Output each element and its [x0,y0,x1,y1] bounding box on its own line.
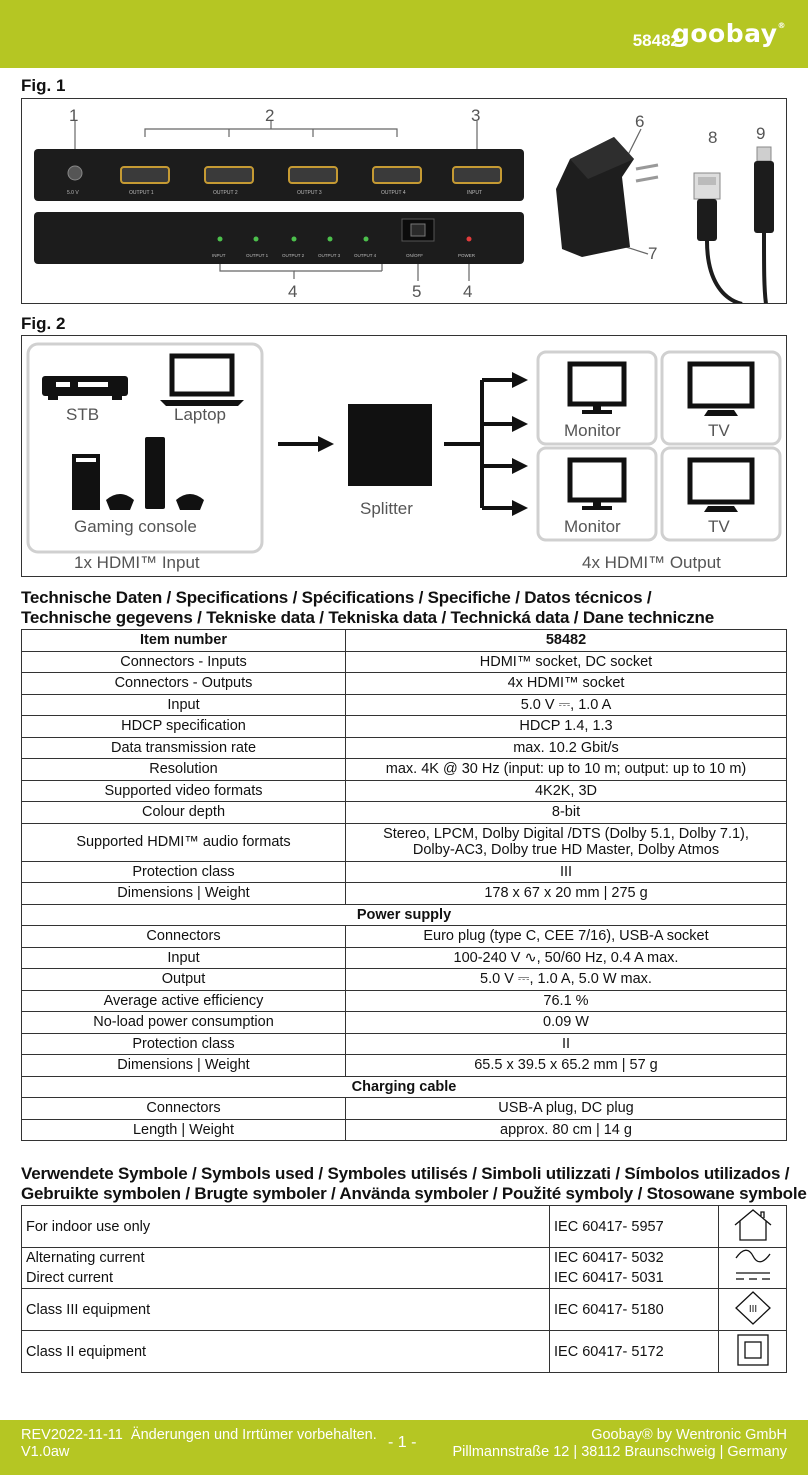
table-row [22,883,787,905]
table-row [22,759,787,781]
footer-rev: REV2022-11-11 [21,1427,123,1443]
table-row [22,1055,787,1077]
spec-value: 5.0 V ⎓, 1.0 A, 5.0 W max. [346,969,787,991]
usb-cable [694,173,742,304]
front-label-dc: 5.0 V [67,190,79,196]
class3-icon [733,1290,773,1326]
table-row [22,802,787,824]
charging-cable-title: Charging cable [22,1076,787,1098]
spec-label: Average active efficiency [22,990,346,1012]
power-supply-title: Power supply [22,904,787,926]
callout-8: 8 [708,128,718,147]
table-row [22,1289,787,1331]
arrow-to-splitter [278,436,334,452]
spec-value: 178 x 67 x 20 mm | 275 g [346,883,787,905]
audio-line2: Dolby-AC3, Dolby true HD Master, Dolby Atmos [412,842,720,858]
table-row [22,1248,787,1269]
spec-label: Input [22,694,346,716]
label-monitor-1: Monitor [564,421,621,440]
symbol-name: Direct current [22,1268,550,1289]
spec-value: HDMI™ socket, DC socket [346,651,787,673]
back-label-power: POWER [458,253,476,258]
label-gaming: Gaming console [74,517,197,536]
footer [0,1420,808,1475]
symbol-standard: IEC 60417- 5180 [550,1289,719,1331]
symbol-standard: IEC 60417- 5957 [550,1206,719,1248]
audio-line1: Stereo, LPCM, Dolby Digital /DTS (Dolby 5.1, Dolby 7.1), [383,826,749,842]
symbols-table [21,1205,787,1373]
symbols-title-line1: Verwendete Symbole / Symbols used / Symboles utilisés / Simboli utilizzati / Símbolos utilizados / [21,1164,790,1183]
back-label-out2: OUTPUT 2 [282,253,305,258]
dc-plug [754,147,774,304]
input-caption: 1x HDMI™ Input [74,553,200,572]
table-row [22,947,787,969]
symbol-name: Class III equipment [22,1289,550,1331]
spec-label: Connectors - Inputs [22,651,346,673]
specs-title-line2: Technische gegevens / Tekniske data / Tekniska data / Technická data / Dane techniczne [21,608,714,627]
callout-3: 3 [471,106,481,125]
spec-value: max. 10.2 Gbit/s [346,737,787,759]
label-stb: STB [66,405,100,424]
back-label-out3: OUTPUT 3 [318,253,341,258]
symbol-name: Class II equipment [22,1331,550,1373]
symbol-name: For indoor use only [22,1206,550,1248]
footer-company: Goobay® by Wentronic GmbH [591,1427,787,1443]
class2-icon [735,1332,771,1368]
table-row [22,1076,787,1098]
splitter-box [348,404,432,486]
spec-label: Colour depth [22,802,346,824]
specs-table [21,629,787,1141]
footer-disclaimer: Änderungen und Irrtümer vorbehalten. [130,1427,377,1443]
table-row [22,651,787,673]
table-row [22,1331,787,1373]
spec-value: II [346,1033,787,1055]
class3-icon-text: III [748,1303,757,1315]
callout-9: 9 [756,124,766,143]
house-icon [731,1207,775,1243]
back-label-out4: OUTPUT 4 [354,253,377,258]
back-label-onoff: ON/OFF [406,253,423,258]
symbol-standard: IEC 60417- 5031 [550,1268,719,1289]
table-row [22,1033,787,1055]
spec-value: 4x HDMI™ socket [346,673,787,695]
fig2-image [21,335,787,577]
spec-value: 0.09 W [346,1012,787,1034]
spec-label: Resolution [22,759,346,781]
label-monitor-2: Monitor [564,517,621,536]
spec-label: Connectors [22,1098,346,1120]
back-label-input: INPUT [212,253,226,258]
spec-value: max. 4K @ 30 Hz (input: up to 10 m; output: up to 10 m) [346,759,787,781]
power-adapter [556,137,658,257]
brand-name: goobay [671,19,778,48]
front-label-input: INPUT [467,190,482,196]
callout-2: 2 [265,106,275,125]
branch-arrows [444,380,516,508]
spec-value: 65.5 x 39.5 x 65.2 mm | 57 g [346,1055,787,1077]
footer-address: Pillmannstraße 12 | 38112 Braunschweig | Germany [452,1444,787,1460]
table-row [22,990,787,1012]
spec-value: 100-240 V ∿, 50/60 Hz, 0.4 A max. [346,947,787,969]
spec-label: Protection class [22,861,346,883]
spec-value: 8-bit [346,802,787,824]
spec-label: Output [22,969,346,991]
spec-label: Supported video formats [22,780,346,802]
splitter-front [34,149,524,201]
footer-rev-line [21,1427,377,1443]
brand-mark: ® [777,21,786,30]
spec-value: III [346,861,787,883]
callout-6: 6 [635,112,645,131]
front-label-out4: OUTPUT 4 [381,190,406,196]
table-row [22,1119,787,1141]
header-item-number: 58482 [632,31,680,50]
callout-4b: 4 [463,282,473,301]
table-row [22,737,787,759]
table-row [22,673,787,695]
spec-value: Euro plug (type C, CEE 7/16), USB-A socket [346,926,787,948]
table-row [22,1206,787,1248]
spec-value: 5.0 V ⎓, 1.0 A [346,694,787,716]
callout-1: 1 [69,106,79,125]
fig1-title: Fig. 1 [21,76,66,95]
spec-label: Dimensions | Weight [22,1055,346,1077]
symbols-title [21,1164,807,1204]
label-laptop: Laptop [174,405,226,424]
spec-value: approx. 80 cm | 14 g [346,1119,787,1141]
table-row [22,861,787,883]
symbol-standard: IEC 60417- 5032 [550,1248,719,1269]
spec-value [346,823,787,861]
table-row [22,780,787,802]
spec-label: Protection class [22,1033,346,1055]
symbol-name: Alternating current [22,1248,550,1269]
table-row [22,904,787,926]
specs-title-line1: Technische Daten / Specifications / Spécifications / Specifiche / Datos técnicos / [21,588,652,607]
spec-value: 76.1 % [346,990,787,1012]
fig1-illustration [22,99,787,304]
callout-5: 5 [412,282,422,301]
spec-label: Data transmission rate [22,737,346,759]
spec-label: Dimensions | Weight [22,883,346,905]
specs-title [21,588,714,628]
header-label: Item number [22,630,346,652]
table-row [22,630,787,652]
footer-version: V1.0aw [21,1444,70,1460]
dc-icon [733,1268,773,1284]
splitter-back [34,212,524,264]
fig2-title: Fig. 2 [21,314,66,333]
spec-label: Connectors [22,926,346,948]
table-row [22,926,787,948]
back-label-out1: OUTPUT 1 [246,253,269,258]
spec-value: HDCP 1.4, 1.3 [346,716,787,738]
label-tv-2: TV [708,517,730,536]
header-bar [0,0,808,68]
spec-label: Input [22,947,346,969]
front-label-out2: OUTPUT 2 [213,190,238,196]
callout-4a: 4 [288,282,298,301]
spec-label: HDCP specification [22,716,346,738]
front-label-out3: OUTPUT 3 [297,190,322,196]
spec-label: No-load power consumption [22,1012,346,1034]
table-row [22,1098,787,1120]
callout-7: 7 [648,244,658,263]
symbols-title-line2: Gebruikte symbolen / Brugte symboler / Använda symboler / Použité symboly / Stosowane symbole [21,1184,807,1203]
table-row [22,1012,787,1034]
table-row [22,823,787,861]
fig2-diagram [22,336,787,577]
spec-value: 4K2K, 3D [346,780,787,802]
symbol-standard: IEC 60417- 5172 [550,1331,719,1373]
spec-label: Length | Weight [22,1119,346,1141]
label-splitter: Splitter [360,499,413,518]
header-value: 58482 [346,630,787,652]
table-row [22,1268,787,1289]
table-row [22,969,787,991]
brand-logo [672,19,786,48]
ac-icon [733,1248,773,1264]
spec-label: Supported HDMI™ audio formats [22,823,346,861]
page-number: - 1 - [388,1434,417,1451]
spec-value: USB-A plug, DC plug [346,1098,787,1120]
table-row [22,694,787,716]
spec-label: Connectors - Outputs [22,673,346,695]
front-label-out1: OUTPUT 1 [129,190,154,196]
fig1-image [21,98,787,304]
output-caption: 4x HDMI™ Output [582,553,721,572]
table-row [22,716,787,738]
label-tv-1: TV [708,421,730,440]
